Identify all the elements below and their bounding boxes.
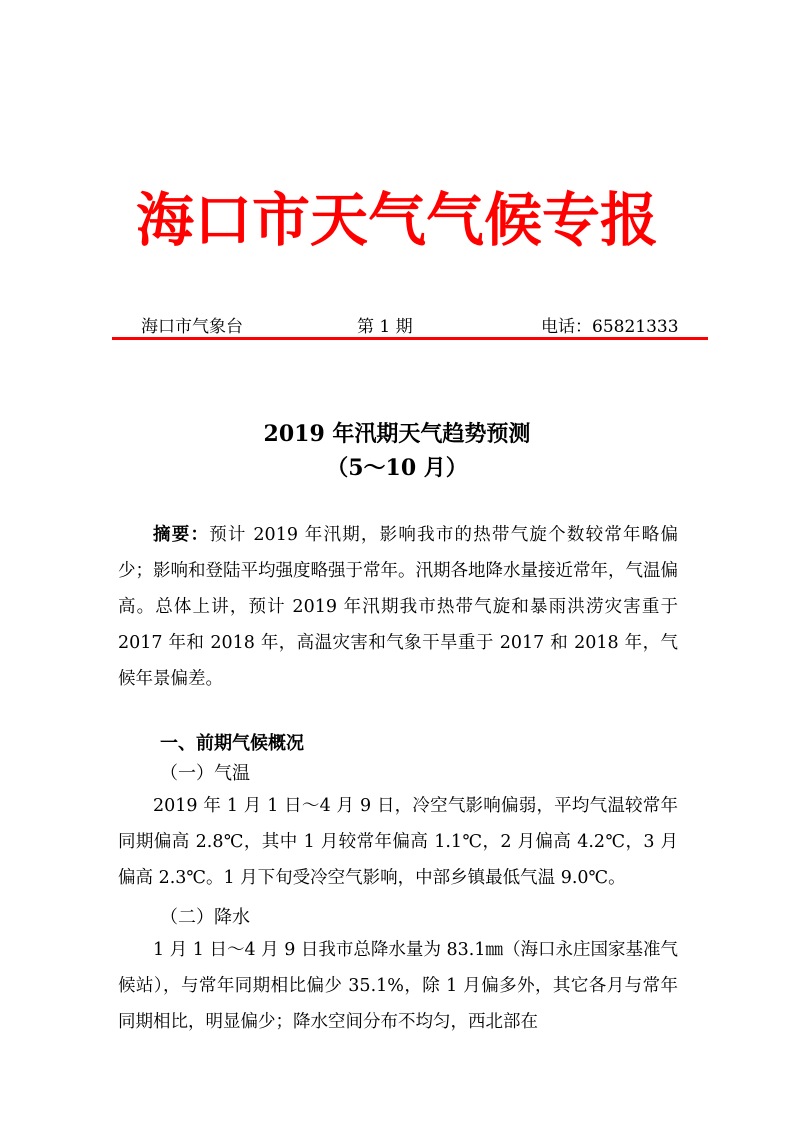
- precipitation-paragraph: 1 月 1 日～4 月 9 日我市总降水量为 83.1㎜（海口永庄国家基准气候站），与常年同期相比偏少 35.1%，除 1 月偏多外，其它各月与常年同期相比，明显偏少；降水空间分布不均匀，西北部在: [118, 940, 678, 1032]
- abstract-paragraph: [118, 517, 678, 697]
- temperature-paragraph: 2019 年 1 月 1 日～4 月 9 日，冷空气影响偏弱，平均气温较常年同期偏高 2.8℃，其中 1 月较常年偏高 1.1℃，2 月偏高 4.2℃，3 月偏高 2.3℃。1 月下旬受冷空气影响，中部乡镇最低气温 9.0℃。: [118, 796, 678, 888]
- header-divider: [112, 337, 708, 340]
- document-subtitle: （5～10 月）: [326, 455, 468, 481]
- document-title: 2019 年汛期天气趋势预测: [263, 421, 531, 447]
- issuing-organization: 海口市气象台: [141, 317, 243, 337]
- section-heading-climate-overview: 一、前期气候概况: [160, 733, 304, 754]
- phone-number: 电话：65821333: [541, 317, 679, 337]
- subsection-heading-temperature: （一）气温: [160, 763, 250, 784]
- issue-number: 第 1 期: [357, 317, 413, 337]
- abstract-text: 预计 2019 年汛期，影响我市的热带气旋个数较常年略偏少；影响和登陆平均强度略强于常年。汛期各地降水量接近常年，气温偏高。总体上讲，预计 2019 年汛期我市热带气旋和暴雨洪涝灾害重于 2017 年和 2018 年，高温灾害和气象干旱重于 2017 和 2018 年，气候年景偏差。: [118, 525, 679, 689]
- masthead-title: 海口市天气气候专报: [135, 186, 658, 254]
- subsection-heading-precipitation: （二）降水: [160, 907, 250, 928]
- abstract-label: 摘要：: [153, 525, 210, 545]
